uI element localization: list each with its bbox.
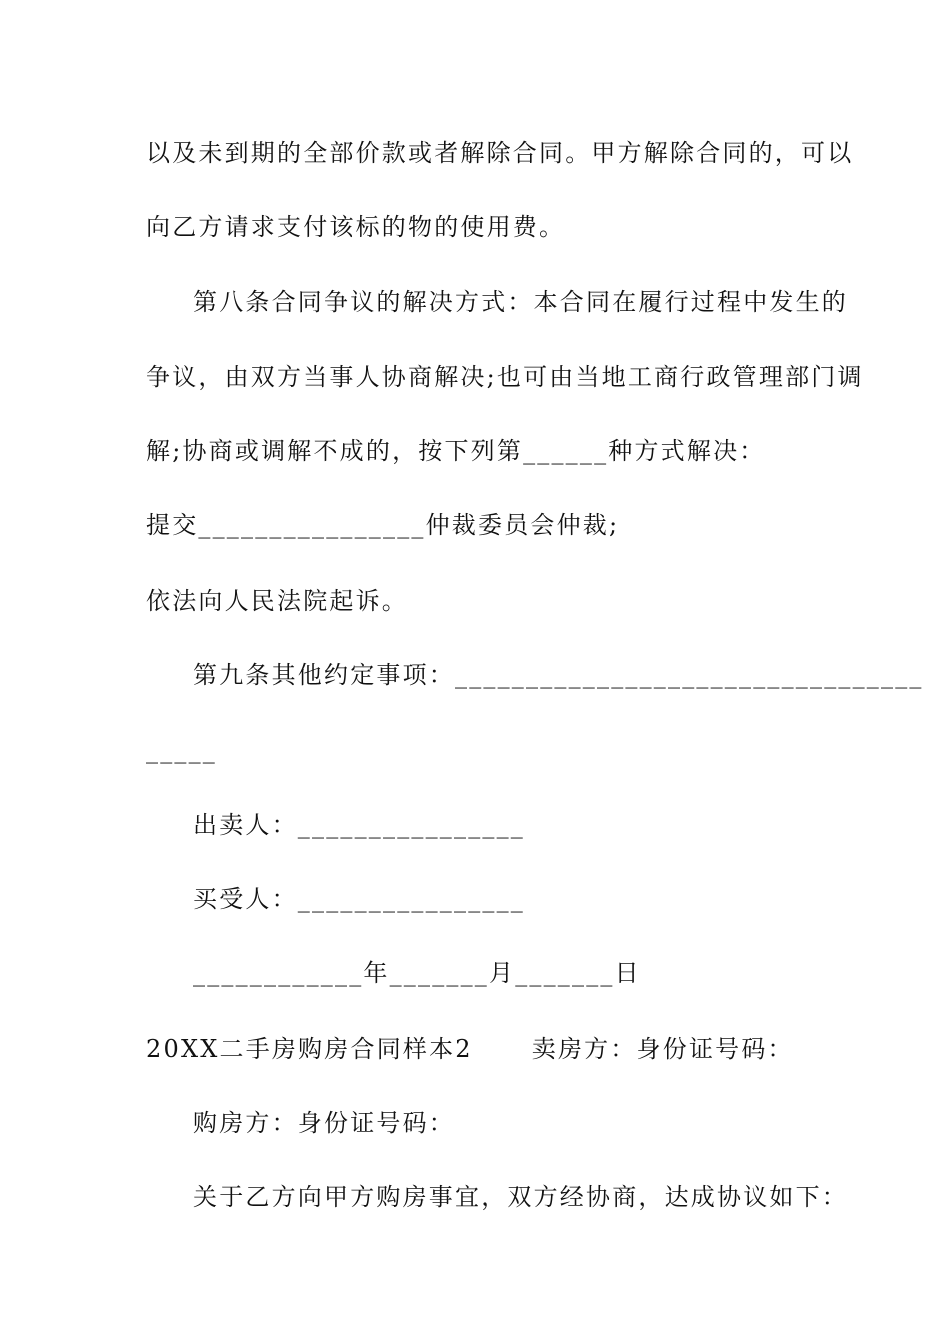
article-9-line-2: _____ (146, 736, 217, 764)
seller-signature: 出卖人：________________ (193, 811, 525, 839)
article-8-line-3: 解;协商或调解不成的，按下列第______种方式解决： (146, 437, 766, 465)
date-line: ____________年_______月_______日 (193, 959, 641, 987)
article-8-line-1: 第八条合同争议的解决方式：本合同在履行过程中发生的 (193, 288, 848, 316)
sample-heading: 20XX二手房购房合同样本2 卖房方：身份证号码： (146, 1035, 794, 1063)
paragraph-line-1: 以及未到期的全部价款或者解除合同。甲方解除合同的，可以 (146, 139, 854, 167)
arbitration-option: 提交________________仲裁委员会仲裁; (146, 511, 620, 539)
article-8-line-2: 争议，由双方当事人协商解决;也可由当地工商行政管理部门调 (146, 363, 864, 391)
agreement-intro: 关于乙方向甲方购房事宜，双方经协商，达成协议如下： (193, 1183, 848, 1211)
paragraph-line-2: 向乙方请求支付该标的物的使用费。 (146, 213, 566, 241)
buyer-id-line: 购房方：身份证号码： (193, 1109, 455, 1137)
buyer-signature: 买受人：________________ (193, 885, 525, 913)
article-9-line-1: 第九条其他约定事项：_________________________________ (193, 661, 924, 689)
court-option: 依法向人民法院起诉。 (146, 587, 408, 615)
